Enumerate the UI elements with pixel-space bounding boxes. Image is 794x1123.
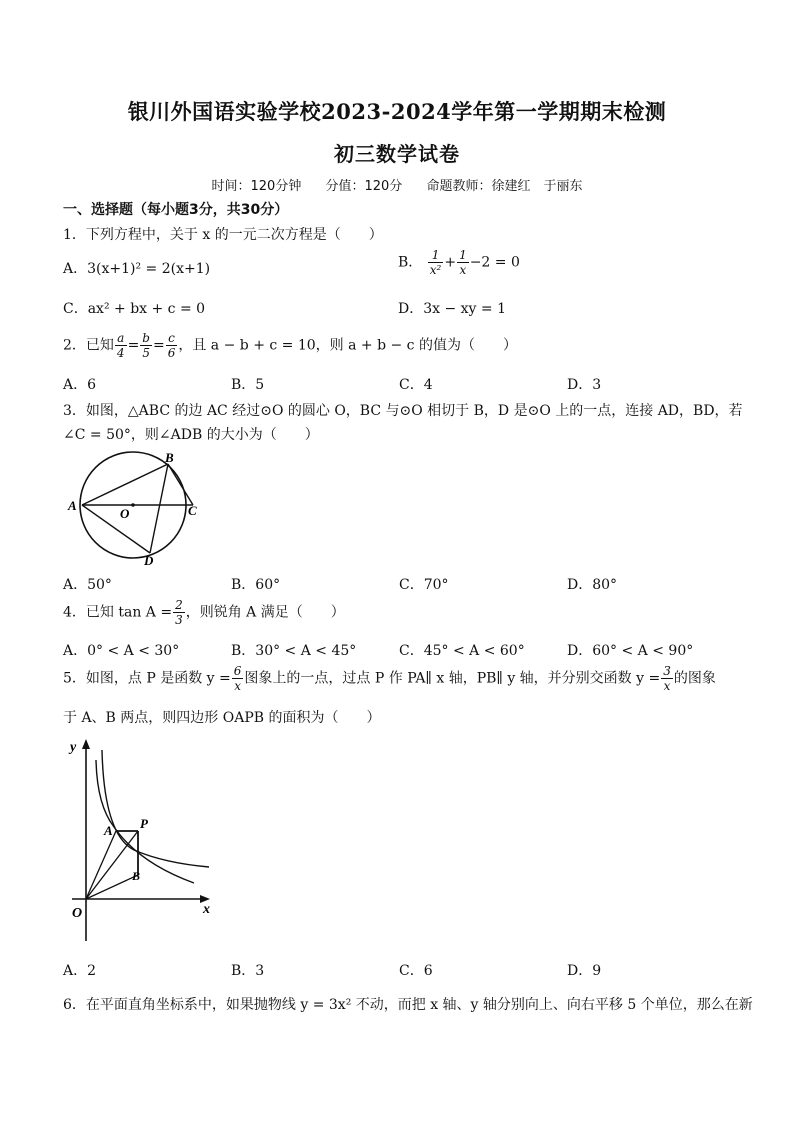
q3-stem-line1: 3．如图，△ABC 的边 AC 经过⊙O 的圆心 O，BC 与⊙O 相切于 B，D 是⊙O 上的一点，连接 AD，BD，若 (63, 403, 743, 419)
q5-y-arrow (82, 739, 90, 749)
q5-label-y: y (70, 740, 77, 755)
q3-label-d: D (144, 553, 154, 568)
exam-meta (0, 175, 794, 194)
exam-subtitle: 初三数学试卷 (334, 142, 460, 166)
q4-fraction: $\frac{2}{3}$ (175, 598, 183, 627)
q1-option-b: B． $\frac{1}{\text{x²}}$ + $\frac{1}{x}$ −2 = 0 (398, 248, 520, 277)
q4-option-c: C．45° < A < 60° (399, 643, 525, 659)
q5-option-a: A．2 (63, 963, 97, 979)
q5-curve-y6x (102, 750, 209, 867)
q5-label-x: x (203, 902, 210, 917)
exam-time: 时间：120分钟 (211, 179, 302, 194)
q5-segment-ob (86, 875, 138, 899)
q3-line-ad (82, 505, 150, 553)
q3-label-o: O (120, 506, 130, 521)
exam-score: 分值：120分 (325, 179, 403, 194)
q1-b-prefix: B． (398, 254, 423, 271)
q4-stem: 4．已知 tan A = $\frac{2}{3}$ ，则锐角 A 满足（ ） (63, 598, 345, 627)
exam-teacher: 命题教师：徐建红 于丽东 (426, 179, 583, 194)
q2-fraction-b: $\frac{b}{5}$ (142, 331, 150, 360)
q5-fraction-2: $\frac{3}{x}$ (663, 664, 671, 693)
q2-fraction-c: $\frac{c}{6}$ (167, 331, 176, 360)
q5-label-p: P (140, 816, 148, 831)
q4-option-b: B．30° < A < 45° (231, 643, 357, 659)
q1-b-fraction-2: $\frac{1}{x}$ (459, 248, 467, 277)
q3-line-bd (150, 464, 168, 553)
q5-stem-line1: 5．如图，点 P 是函数 y = $\frac{6}{x}$ 图象上的一点，过点 P 作 PA∥ x 轴，PB∥ y 轴，并分别交函数 y = $\frac{3}{x}$ 的图象 (63, 664, 716, 693)
q2-option-d: D．3 (567, 377, 602, 393)
q1-b-suffix: −2 = 0 (469, 254, 520, 271)
q5-label-a: A (104, 823, 113, 838)
q5-stem-line2: 于 A、B 两点，则四边形 OAPB 的面积为（ ） (63, 710, 381, 726)
q1-option-c: C．ax² + bx + c = 0 (63, 301, 206, 317)
q2-option-a: A．6 (63, 377, 97, 393)
q5-option-b: B．3 (231, 963, 265, 979)
q1-stem: 1．下列方程中，关于 x 的一元二次方程是（ ） (63, 227, 383, 243)
q4-option-d: D．60° < A < 90° (567, 643, 694, 659)
q5-graph-figure (64, 735, 214, 945)
q2-option-b: B．5 (231, 377, 265, 393)
q1-b-fraction-1: $\frac{1}{\text{x²}}$ (429, 248, 442, 277)
q3-label-a: A (68, 498, 77, 513)
q2-option-c: C．4 (399, 377, 433, 393)
q2-stem: 2．已知 $\frac{a}{4}$ = $\frac{b}{5}$ = $\frac{c}{6}$ ，且 a − b + c = 10，则 a + b − c 的值为（ ） (63, 331, 517, 360)
q3-stem-line2: ∠C = 50°，则∠ADB 的大小为（ ） (63, 427, 319, 443)
q3-option-b: B．60° (231, 577, 281, 593)
q3-circle-figure (60, 448, 220, 570)
q1-option-d: D．3x − xy = 1 (398, 301, 507, 317)
q3-option-c: C．70° (399, 577, 449, 593)
q3-option-a: A．50° (63, 577, 112, 593)
q3-center-dot (131, 503, 135, 507)
q3-line-bc (168, 464, 193, 505)
q5-label-b: B (132, 869, 141, 883)
section-heading: 一、选择题（每小题3分，共30分） (63, 202, 289, 218)
q5-fraction-1: $\frac{6}{x}$ (233, 664, 242, 693)
exam-title: 银川外国语实验学校2023-2024学年第一学期期末检测 (127, 99, 667, 124)
q3-option-d: D．80° (567, 577, 618, 593)
q3-label-c: C (188, 503, 197, 518)
q6-stem: 6．在平面直角坐标系中，如果抛物线 y = 3x² 不动，而把 x 轴、y 轴分别向上、向右平移 5 个单位，那么在新 (63, 997, 753, 1013)
q3-label-b: B (165, 450, 174, 465)
q3-line-ab (82, 464, 168, 505)
q5-label-o: O (72, 906, 83, 921)
q5-option-c: C．6 (399, 963, 433, 979)
q4-option-a: A．0° < A < 30° (63, 643, 180, 659)
q2-fraction-a: $\frac{a}{4}$ (116, 331, 125, 360)
q5-option-d: D．9 (567, 963, 602, 979)
q1-option-a: A．3(x+1)² = 2(x+1) (63, 261, 211, 277)
